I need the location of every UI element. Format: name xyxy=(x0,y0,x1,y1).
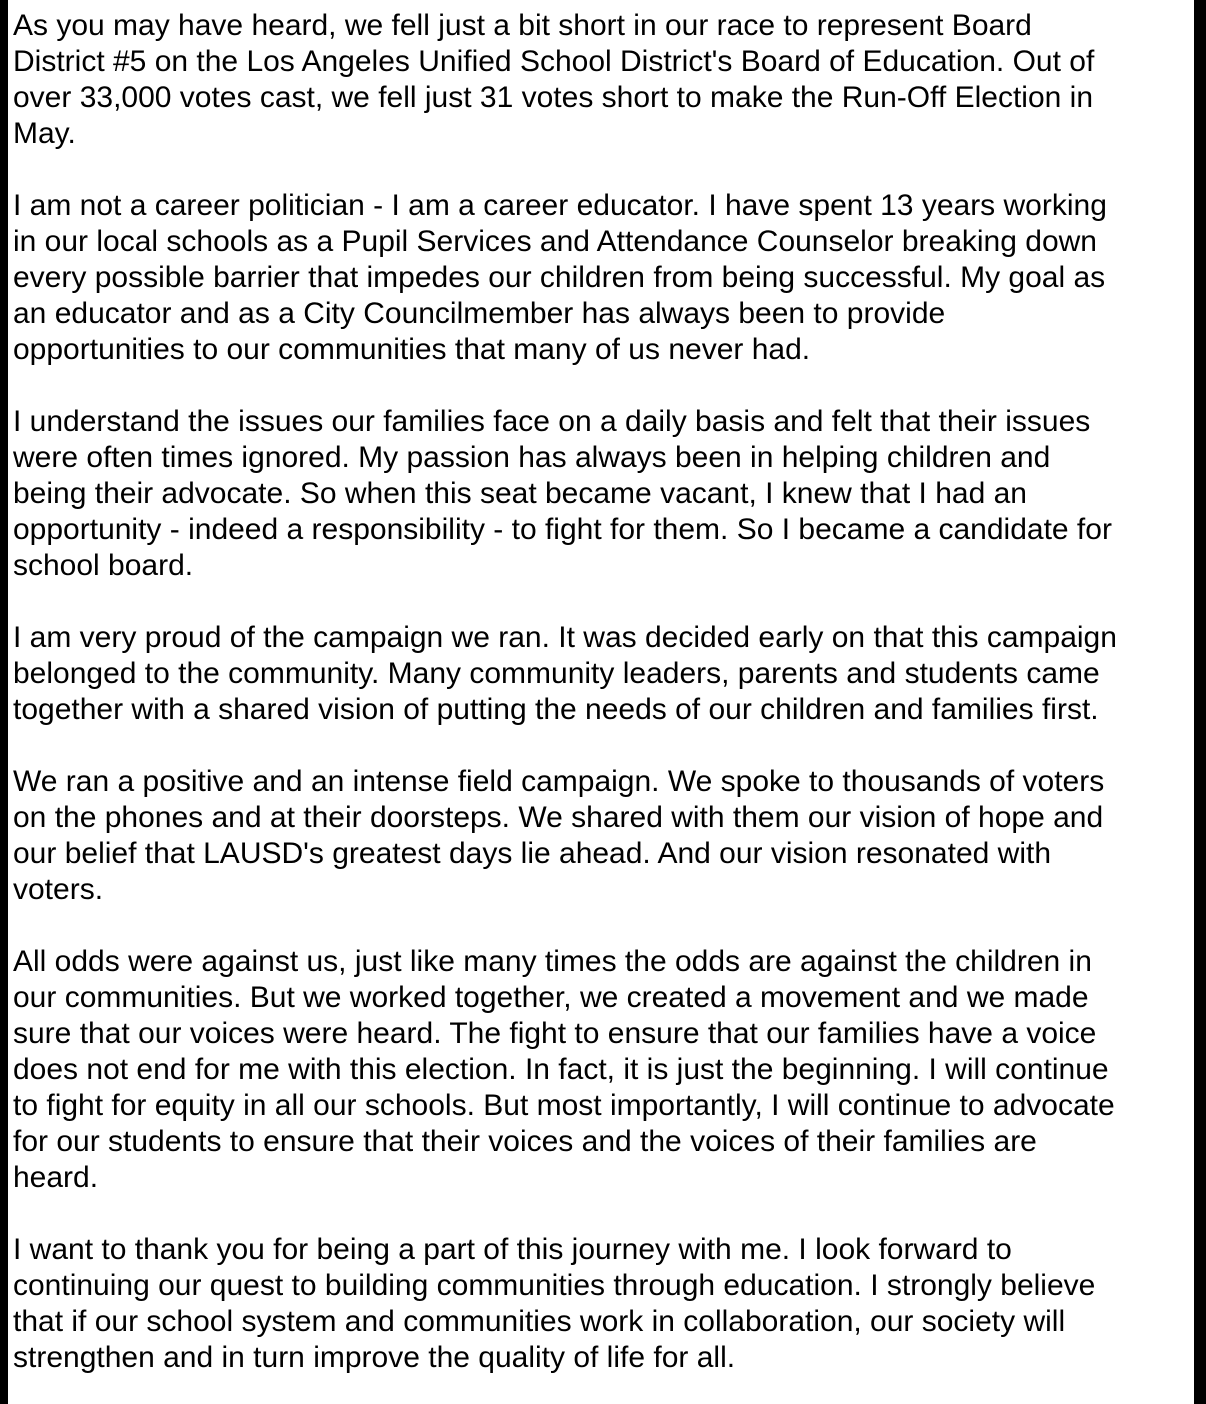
paragraph-3 xyxy=(13,404,1194,584)
text-line: school board. xyxy=(13,549,194,582)
text-line: opportunities to our communities that many of us never had. xyxy=(13,333,811,366)
text-line: that if our school system and communities work in collaboration, our society will xyxy=(13,1305,1066,1338)
paragraph-7 xyxy=(13,1232,1194,1376)
text-line: were often times ignored. My passion has always been in helping children and xyxy=(13,441,1051,474)
text-line: As you may have heard, we fell just a bit short in our race to represent Board xyxy=(13,9,1032,42)
text-line: belonged to the community. Many community leaders, parents and students came xyxy=(13,657,1100,690)
text-line: All odds were against us, just like many times the odds are against the children in xyxy=(13,945,1092,978)
text-line: sure that our voices were heard. The fight to ensure that our families have a voice xyxy=(13,1017,1097,1050)
text-line: does not end for me with this election. In fact, it is just the beginning. I will continue xyxy=(13,1053,1109,1086)
text-line: voters. xyxy=(13,873,104,906)
paragraph-1 xyxy=(13,8,1194,152)
text-line: continuing our quest to building communities through education. I strongly believe xyxy=(13,1269,1096,1302)
text-line: heard. xyxy=(13,1161,99,1194)
paragraph-2 xyxy=(13,188,1194,368)
text-line: I want to thank you for being a part of this journey with me. I look forward to xyxy=(13,1233,1012,1266)
text-line: our belief that LAUSD's greatest days lie ahead. And our vision resonated with xyxy=(13,837,1052,870)
text-line: I am very proud of the campaign we ran. It was decided early on that this campaign xyxy=(13,621,1117,654)
paragraph-6 xyxy=(13,944,1194,1196)
text-line: We ran a positive and an intense field campaign. We spoke to thousands of voters xyxy=(13,765,1105,798)
text-line: strengthen and in turn improve the quality of life for all. xyxy=(13,1341,736,1374)
document-page xyxy=(8,0,1194,1404)
text-line: I understand the issues our families face on a daily basis and felt that their issues xyxy=(13,405,1091,438)
text-line: District #5 on the Los Angeles Unified School District's Board of Education. Out of xyxy=(13,45,1095,78)
text-line: an educator and as a City Councilmember has always been to provide xyxy=(13,297,946,330)
text-line: together with a shared vision of putting the needs of our children and families first. xyxy=(13,693,1099,726)
text-line: being their advocate. So when this seat became vacant, I knew that I had an xyxy=(13,477,1027,510)
text-line: over 33,000 votes cast, we fell just 31 votes short to make the Run-Off Election in xyxy=(13,81,1093,114)
paragraph-5 xyxy=(13,764,1194,908)
text-line: every possible barrier that impedes our children from being successful. My goal as xyxy=(13,261,1106,294)
paragraph-4 xyxy=(13,620,1194,728)
text-line: to fight for equity in all our schools. But most importantly, I will continue to advocate xyxy=(13,1089,1115,1122)
text-line: our communities. But we worked together, we created a movement and we made xyxy=(13,981,1089,1014)
text-line: opportunity - indeed a responsibility - to fight for them. So I became a candidate for xyxy=(13,513,1112,546)
text-line: on the phones and at their doorsteps. We shared with them our vision of hope and xyxy=(13,801,1104,834)
text-line: I am not a career politician - I am a career educator. I have spent 13 years working xyxy=(13,189,1107,222)
text-line: May. xyxy=(13,117,76,150)
text-line: for our students to ensure that their voices and the voices of their families are xyxy=(13,1125,1037,1158)
letter-body xyxy=(13,8,1194,1404)
text-line: in our local schools as a Pupil Services and Attendance Counselor breaking down xyxy=(13,225,1097,258)
